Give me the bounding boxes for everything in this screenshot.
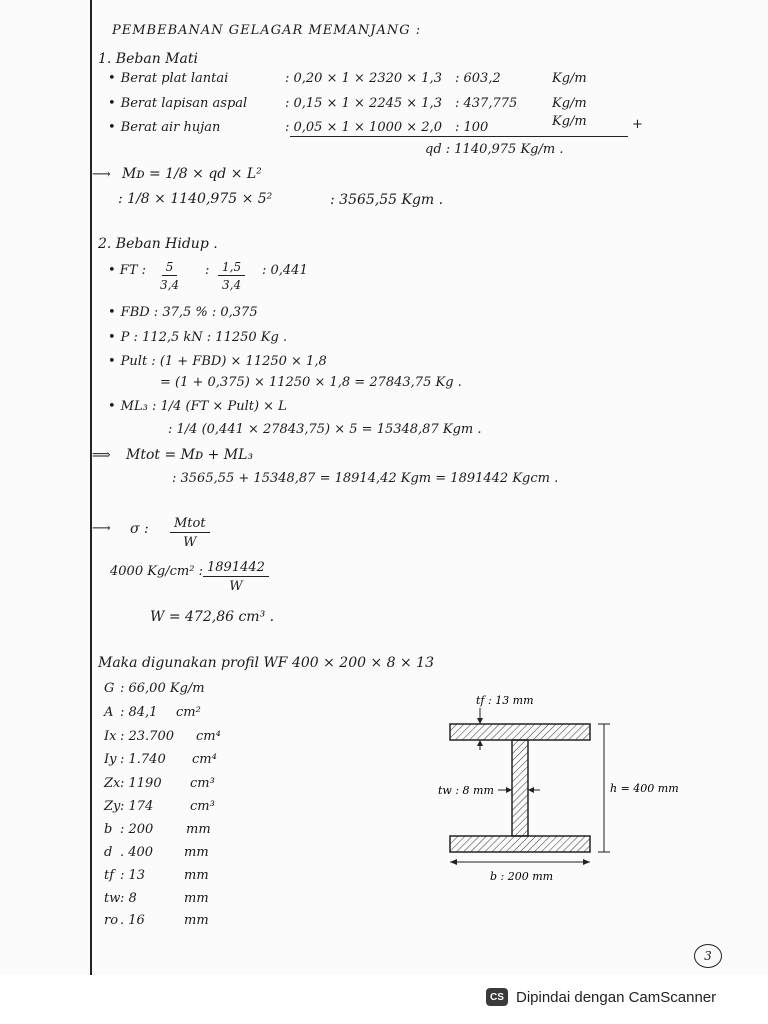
web (512, 740, 528, 836)
mtot-calc: : 3565,55 + 15348,87 = 18914,42 Kgm = 1891442 Kgcm . (172, 471, 559, 486)
prop-unit-zy: cm³ (190, 799, 215, 814)
top-flange (450, 724, 590, 740)
ft-result: : 0,441 (262, 263, 308, 278)
qd-total: qd : 1140,975 Kg/m . (425, 142, 564, 157)
pult-line-2: = (1 + 0,375) × 11250 × 1,8 = 27843,75 Kg . (160, 375, 462, 390)
ft-frac2-num: 1,5 (218, 260, 245, 276)
ft-fraction-1 (160, 260, 179, 292)
sum-line (290, 136, 628, 137)
profile-heading: Maka digunakan profil WF 400 × 200 × 8 × 13 (98, 655, 434, 671)
mtot-formula: Mtot = Mᴅ + ML₃ (126, 447, 254, 463)
sigma-num: Mtot (170, 516, 210, 533)
wf-section-diagram (420, 690, 710, 890)
ft-frac2-den: 3,4 (222, 278, 242, 292)
dead-load-label-1: • Berat plat lantai (108, 72, 228, 85)
dead-load-result-2: : 437,775 (455, 96, 518, 111)
prop-unit-iy: cm⁴ (192, 752, 217, 767)
prop-value-g: : 66,00 Kg/m (120, 681, 205, 696)
prop-unit-a: cm² (176, 705, 201, 720)
tf-arrow-icon (477, 718, 483, 724)
margin-line (90, 0, 92, 975)
prop-key-ix: Ix (104, 729, 117, 744)
b-arrow-left-icon (450, 859, 457, 865)
allow-den: W (229, 579, 243, 594)
dead-load-label-2: • Berat lapisan aspal (108, 97, 247, 110)
prop-unit-ix: cm⁴ (196, 729, 221, 744)
arrow-icon: ⟶ (92, 167, 111, 182)
dead-load-unit-1: Kg/m (552, 71, 587, 86)
prop-key-a: A (104, 705, 114, 720)
dead-load-expr-1: : 0,20 × 1 × 2320 × 1,3 (285, 71, 442, 86)
prop-unit-ro: mm (184, 913, 209, 928)
md-calc: : 1/8 × 1140,975 × 5² (118, 191, 273, 207)
ft-eq: : (205, 263, 210, 278)
dead-load-result-1: : 603,2 (455, 71, 501, 86)
prop-key-ro: ro (104, 913, 119, 928)
fbd-line: • FBD : 37,5 % : 0,375 (108, 306, 258, 319)
camscanner-footer (486, 986, 716, 1008)
p-line: • P : 112,5 kN : 11250 Kg . (108, 331, 287, 344)
live-load-heading: 2. Beban Hidup . (98, 236, 218, 252)
prop-value-ix: : 23.700 (120, 729, 174, 744)
prop-value-iy: : 1.740 (120, 752, 166, 767)
dead-load-expr-2: : 0,15 × 1 × 2245 × 1,3 (285, 96, 442, 111)
dead-load-expr-3: : 0,05 × 1 × 1000 × 2,0 (285, 120, 442, 135)
sum-plus: + (632, 117, 643, 132)
prop-unit-d: mm (184, 845, 209, 860)
sigma-fraction (170, 516, 210, 550)
dead-load-label-3: • Berat air hujan (108, 121, 220, 134)
prop-key-zx: Zx (104, 776, 121, 791)
arrow-icon-2: ⟶ (92, 521, 111, 536)
sigma-den: W (183, 535, 197, 550)
camscanner-logo-icon: CS (486, 988, 508, 1006)
allow-num: 1891442 (203, 560, 269, 577)
allow-label: 4000 Kg/cm² : (110, 564, 203, 579)
b-label: b : 200 mm (490, 870, 554, 883)
double-arrow-icon: ⟹ (92, 448, 111, 463)
b-arrow-right-icon (583, 859, 590, 865)
tf-label: tf : 13 mm (476, 694, 534, 707)
prop-key-d: d (104, 845, 113, 860)
page-title: PEMBEBANAN GELAGAR MEMANJANG : (112, 23, 422, 38)
prop-value-zx: : 1190 (120, 776, 162, 791)
ml3-line-2: : 1/4 (0,441 × 27843,75) × 5 = 15348,87 Kgm . (168, 422, 482, 437)
prop-value-ro: . 16 (120, 913, 145, 928)
prop-key-zy: Zy (104, 799, 121, 814)
allow-fraction (203, 560, 269, 594)
ft-frac1-den: 3,4 (160, 278, 180, 292)
prop-unit-b: mm (186, 822, 211, 837)
camscanner-text: Dipindai dengan CamScanner (516, 988, 717, 1006)
prop-value-b: : 200 (120, 822, 154, 837)
prop-unit-tf: mm (184, 868, 209, 883)
tw-arrow-icon (506, 787, 512, 793)
prop-value-zy: : 174 (120, 799, 154, 814)
prop-key-tw: tw (104, 891, 121, 906)
page-number: 3 (694, 944, 722, 968)
dead-load-result-3: : 100 (455, 120, 489, 135)
dead-load-unit-3: Kg/m (552, 114, 587, 129)
dead-load-heading: 1. Beban Mati (98, 51, 198, 67)
sigma-label: σ : (130, 521, 149, 537)
prop-key-g: G (104, 681, 115, 696)
prop-unit-tw: mm (184, 891, 209, 906)
prop-key-iy: Iy (104, 752, 117, 767)
ml3-line-1: • ML₃ : 1/4 (FT × Pult) × L (108, 400, 287, 413)
ft-frac1-num: 5 (162, 260, 178, 276)
prop-key-tf: tf (104, 868, 115, 883)
tf-arrow-up-icon (477, 740, 483, 746)
md-formula: Mᴅ = 1/8 × qd × L² (122, 166, 262, 182)
w-result: W = 472,86 cm³ . (150, 609, 275, 625)
prop-key-b: b (104, 822, 113, 837)
tw-arrow-left-icon (528, 787, 534, 793)
prop-value-d: . 400 (120, 845, 154, 860)
dead-load-unit-2: Kg/m (552, 96, 587, 111)
prop-unit-zx: cm³ (190, 776, 215, 791)
prop-value-tw: : 8 (120, 891, 137, 906)
bottom-flange (450, 836, 590, 852)
tw-label: tw : 8 mm (438, 784, 494, 797)
prop-value-tf: : 13 (120, 868, 146, 883)
prop-value-a: : 84,1 (120, 705, 158, 720)
md-result: : 3565,55 Kgm . (330, 192, 444, 208)
h-label: h = 400 mm (610, 782, 679, 795)
ft-fraction-2 (218, 260, 245, 292)
ft-label: • FT : (108, 263, 147, 278)
pult-line-1: • Pult : (1 + FBD) × 11250 × 1,8 (108, 355, 327, 368)
